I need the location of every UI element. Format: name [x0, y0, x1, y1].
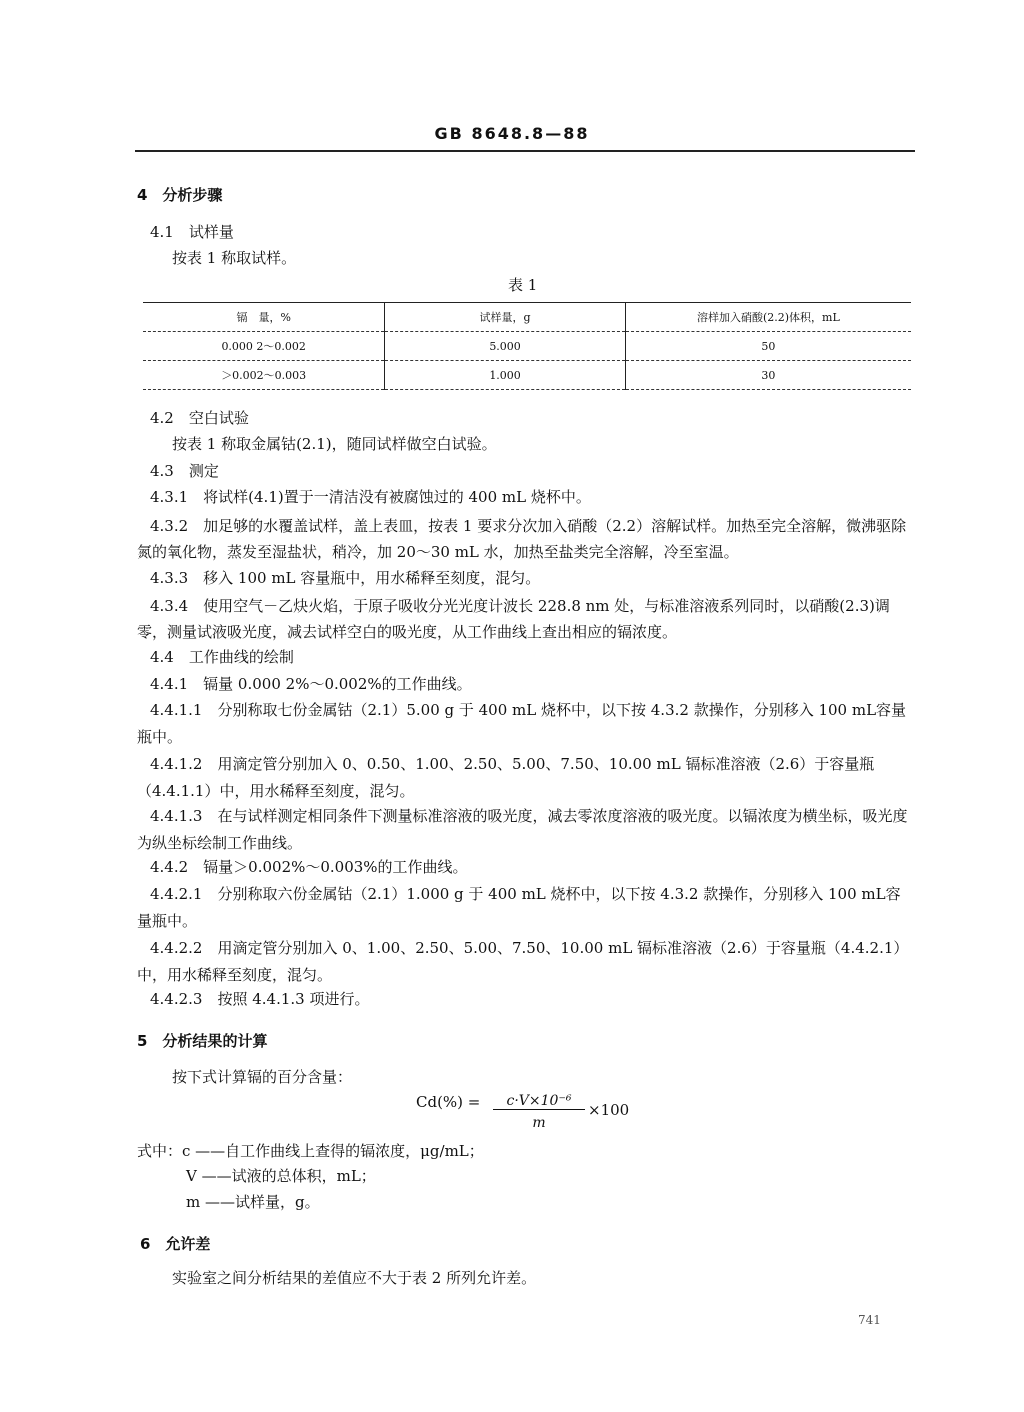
table-row [143, 361, 911, 390]
formula-lhs: Cd(%) = [416, 1093, 481, 1111]
section-4-1-title: 4.1 试样量 [150, 223, 234, 241]
section-4-3-2: 4.3.2 加足够的水覆盖试样，盖上表皿，按表 1 要求分次加入硝酸（2.2）溶解试样。加热至完全溶解，微沸驱除氮的氧化物，蒸发至湿盐状，稍冷，加 20～30 mL 水，加热至盐类完全溶解，冷至室温。 [137, 517, 907, 561]
section-4-3-1: 4.3.1 将试样(4.1)置于一清洁没有被腐蚀过的 400 mL 烧杯中。 [150, 488, 591, 506]
table-cell: ＞0.002～0.003 [143, 361, 385, 390]
section-4-3-3: 4.3.3 移入 100 mL 容量瓶中，用水稀释至刻度，混匀。 [150, 569, 541, 587]
section-5-title: 5 分析结果的计算 [137, 1032, 268, 1050]
table-cell: 0.000 2～0.002 [143, 332, 385, 361]
page-number: 741 [858, 1313, 881, 1327]
section-5-intro: 按下式计算镉的百分含量： [172, 1068, 353, 1086]
formula-denominator: m [532, 1115, 546, 1131]
table-header-row [143, 303, 911, 332]
table-cell: 1.000 [385, 361, 625, 390]
section-4-4-2: 4.4.2 镉量＞0.002%～0.003%的工作曲线。 [150, 858, 468, 876]
table-cell: 50 [625, 332, 911, 361]
section-4-4-2-1: 4.4.2.1 分别称取六份金属钴（2.1）1.000 g 于 400 mL 烧杯中，以下按 4.3.2 款操作，分别移入 100 mL容量瓶中。 [137, 885, 901, 930]
formula-multiplier: ×100 [588, 1101, 630, 1119]
table-header-cell: 试样量，g [385, 303, 625, 332]
section-6-title: 6 允许差 [140, 1235, 211, 1253]
header-rule [135, 150, 915, 152]
formula-where-c: 式中：c ——自工作曲线上查得的镉浓度，μg/mL； [137, 1142, 484, 1160]
section-4-4-2-2: 4.4.2.2 用滴定管分别加入 0、1.00、2.50、5.00、7.50、10.00 mL 镉标准溶液（2.6）于容量瓶（4.4.2.1）中，用水稀释至刻度，混匀。 [137, 939, 909, 984]
section-4-4-2-3: 4.4.2.3 按照 4.4.1.3 项进行。 [150, 990, 370, 1008]
table-1-title: 表 1 [508, 276, 538, 294]
section-4-4-1-3: 4.4.1.3 在与试样测定相同条件下测量标准溶液的吸光度，减去零浓度溶液的吸光度。以镉浓度为横坐标，吸光度为纵坐标绘制工作曲线。 [137, 807, 908, 852]
section-4-3-4: 4.3.4 使用空气－乙炔火焰，于原子吸收分光光度计波长 228.8 nm 处，与标准溶液系列同时，以硝酸(2.3)调零，测量试液吸光度，减去试样空白的吸光度，从工作曲线上查出相应的镉浓度。 [137, 597, 890, 641]
section-4-title: 4 分析步骤 [137, 186, 223, 204]
section-6-text: 实验室之间分析结果的差值应不大于表 2 所列允许差。 [172, 1269, 537, 1287]
section-4-4-1-1: 4.4.1.1 分别称取七份金属钴（2.1）5.00 g 于 400 mL 烧杯中，以下按 4.3.2 款操作，分别移入 100 mL容量瓶中。 [137, 701, 907, 746]
table-cell: 5.000 [385, 332, 625, 361]
section-4-2-title: 4.2 空白试验 [150, 409, 249, 427]
table-cell: 30 [625, 361, 911, 390]
table-header-cell: 镉 量，% [143, 303, 385, 332]
section-4-4-1-2: 4.4.1.2 用滴定管分别加入 0、0.50、1.00、2.50、5.00、7.50、10.00 mL 镉标准溶液（2.6）于容量瓶（4.4.1.1）中，用水稀释至刻度，混匀。 [137, 755, 875, 800]
formula-where-v: V ——试液的总体积，mL； [186, 1167, 376, 1185]
section-4-2-text: 按表 1 称取金属钴(2.1)，随同试样做空白试验。 [172, 435, 497, 453]
formula-numerator: c·V×10⁻⁶ [493, 1093, 585, 1110]
section-4-4-1: 4.4.1 镉量 0.000 2%～0.002%的工作曲线。 [150, 675, 472, 693]
standard-number: GB 8648.8—88 [434, 124, 590, 143]
section-4-1-text: 按表 1 称取试样。 [172, 249, 297, 267]
section-4-3-title: 4.3 测定 [150, 462, 219, 480]
section-4-4-title: 4.4 工作曲线的绘制 [150, 648, 294, 666]
table-row [143, 332, 911, 361]
table-header-cell: 溶样加入硝酸(2.2)体积，mL [625, 303, 911, 332]
table-1 [143, 302, 911, 390]
formula-where-m: m ——试样量，g。 [186, 1193, 320, 1211]
